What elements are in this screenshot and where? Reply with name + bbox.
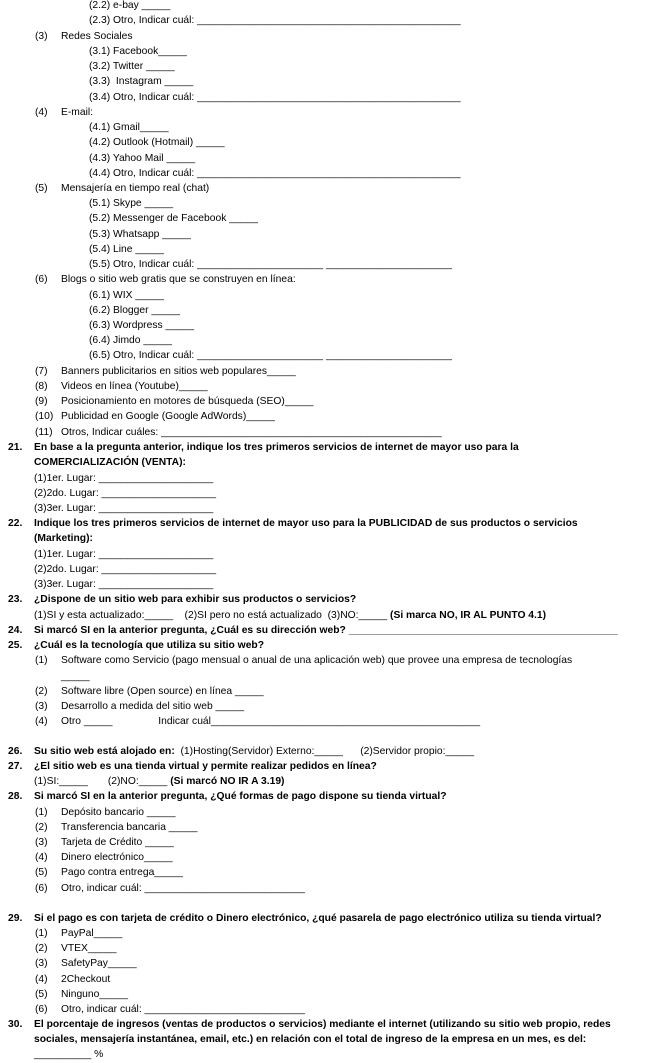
q29-option-number-2: (2) <box>35 943 48 954</box>
q28-option-number-6: (6) <box>35 883 48 894</box>
option-6-4: (6.4) Jimdo _____ <box>89 335 172 346</box>
q29-option-number-1: (1) <box>35 928 48 939</box>
q22-place-1: (1)1er. Lugar: ____________________ <box>34 549 214 560</box>
option-3-3: (3.3) Instagram _____ <box>89 76 194 87</box>
q25-option-number-2: (2) <box>35 686 48 697</box>
q28-option-5: Pago contra entrega_____ <box>61 867 183 878</box>
question-24-text: Si marcó SI en la anterior pregunta, ¿Cuál es su dirección web? _______________________________________________ <box>34 625 618 636</box>
option-number-5: (5) <box>35 183 48 194</box>
q28-option-4: Dinero electrónico_____ <box>61 852 173 863</box>
option-6-5: (6.5) Otro, Indicar cuál: ______________________ ______________________ <box>89 350 452 361</box>
question-29-text: Si el pago es con tarjeta de crédito o Dinero electrónico, ¿qué pasarela de pago electrónico utiliza su tienda virtual? <box>34 913 602 924</box>
option-4-3: (4.3) Yahoo Mail _____ <box>89 153 196 164</box>
option-6-1: (6.1) WIX _____ <box>89 290 164 301</box>
question-number-29: 29. <box>8 913 23 924</box>
question-23-options <box>34 610 546 622</box>
option-number-11: (11) <box>35 427 53 438</box>
q27-options-text: (1)SI:_____ (2)NO:_____ <box>34 776 168 787</box>
question-26-text: Su sitio web está alojado en: <box>34 746 175 757</box>
q29-option-6: Otro, indicar cuál: ____________________________ <box>61 1004 305 1015</box>
q21-place-3: (3)3er. Lugar: ____________________ <box>34 503 214 514</box>
option-4-1: (4.1) Gmail_____ <box>89 122 169 133</box>
q29-option-1: PayPal_____ <box>61 928 123 939</box>
q25-option-3: Desarrollo a medida del sitio web _____ <box>61 701 245 712</box>
question-25-text: ¿Cuál es la tecnología que utiliza su sitio web? <box>34 640 265 651</box>
q28-option-2: Transferencia bancaria _____ <box>61 822 198 833</box>
option-3-4: (3.4) Otro, Indicar cuál: ______________________________________________ <box>89 92 461 103</box>
q28-option-3: Tarjeta de Crédito _____ <box>61 837 174 848</box>
q25-option-2: Software libre (Open source) en línea _____ <box>61 686 264 697</box>
option-5-4: (5.4) Line _____ <box>89 244 164 255</box>
q29-option-3: SafetyPay_____ <box>61 958 137 969</box>
question-number-26: 26. <box>8 746 23 757</box>
option-number-10: (10) <box>35 411 54 422</box>
option-3-2: (3.2) Twitter _____ <box>89 61 175 72</box>
q21-place-1: (1)1er. Lugar: ____________________ <box>34 473 214 484</box>
q29-option-number-5: (5) <box>35 989 48 1000</box>
option-4-2: (4.2) Outlook (Hotmail) _____ <box>89 137 225 148</box>
q28-option-1: Depósito bancario _____ <box>61 807 176 818</box>
option-6-3: (6.3) Wordpress _____ <box>89 320 195 331</box>
option-number-4: (4) <box>35 107 48 118</box>
q29-option-number-3: (3) <box>35 958 48 969</box>
q25-option-1: Software como Servicio (pago mensual o anual de una aplicación web) que provee una empresa de tecnologías <box>61 655 573 666</box>
option-number-6: (6) <box>35 274 48 285</box>
option-number-3: (3) <box>35 31 48 42</box>
question-23-text: ¿Dispone de un sitio web para exhibir sus productos o servicios? <box>34 594 357 605</box>
q29-option-2: VTEX_____ <box>61 943 117 954</box>
q23-options-text: (1)SI y esta actualizado:_____ (2)SI pero no está actualizado (3)NO:_____ <box>34 610 388 621</box>
option-2-2: (2.2) e-bay _____ <box>89 0 171 11</box>
q29-option-4: 2Checkout <box>61 974 111 985</box>
option-number-9: (9) <box>35 396 48 407</box>
q26-options: (1)Hosting(Servidor) Externo:_____ (2)Servidor propio:_____ <box>180 746 475 757</box>
q25-option-number-3: (3) <box>35 701 48 712</box>
question-22-text: Indique los tres primeros servicios de internet de mayor uso para la PUBLICIDAD de sus productos o servicios <box>34 518 578 529</box>
q22-place-2: (2)2do. Lugar: ____________________ <box>34 564 217 575</box>
q25-option-4: Otro _____ Indicar cuál_______________________________________________ <box>61 716 481 727</box>
q22-place-3: (3)3er. Lugar: ____________________ <box>34 579 214 590</box>
q28-option-number-5: (5) <box>35 867 48 878</box>
question-number-27: 27. <box>8 761 23 772</box>
option-6-2: (6.2) Blogger _____ <box>89 305 181 316</box>
question-21-text: En base a la pregunta anterior, indique los tres primeros servicios de internet de mayor uso para la <box>34 442 519 453</box>
q29-option-number-4: (4) <box>35 974 48 985</box>
option-5-2: (5.2) Messenger de Facebook _____ <box>89 213 258 224</box>
option-4-label: E-mail: <box>61 107 94 118</box>
option-11-label: Otros, Indicar cuáles: _________________________________________________ <box>61 427 442 438</box>
option-8-label: Videos en línea (Youtube)_____ <box>61 381 208 392</box>
question-21-text-cont: COMERCIALIZACIÓN (VENTA): <box>34 457 186 468</box>
option-5-3: (5.3) Whatsapp _____ <box>89 229 191 240</box>
question-28-text: Si marcó SI en la anterior pregunta, ¿Qué formas de pago dispone su tienda virtual? <box>34 791 447 802</box>
option-10-label: Publicidad en Google (Google AdWords)_____ <box>61 411 275 422</box>
option-4-4: (4.4) Otro, Indicar cuál: ______________________________________________ <box>89 168 461 179</box>
option-5-5: (5.5) Otro, Indicar cuál: ______________________ ______________________ <box>89 259 452 270</box>
q28-option-number-3: (3) <box>35 837 48 848</box>
question-26-line <box>34 746 474 758</box>
option-2-3: (2.3) Otro, Indicar cuál: ______________________________________________ <box>89 15 461 26</box>
question-number-21: 21. <box>8 442 23 453</box>
option-5-1: (5.1) Skype _____ <box>89 198 174 209</box>
q27-note: (Si marcó NO IR A 3.19) <box>170 776 285 787</box>
q30-answer: __________ % <box>34 1049 104 1060</box>
option-3-label: Redes Sociales <box>61 31 133 42</box>
q28-option-number-1: (1) <box>35 807 48 818</box>
q23-note: (Si marca NO, IR AL PUNTO 4.1) <box>390 610 547 621</box>
q28-option-number-2: (2) <box>35 822 48 833</box>
question-27-text: ¿El sitio web es una tienda virtual y permite realizar pedidos en línea? <box>34 761 377 772</box>
option-number-8: (8) <box>35 381 48 392</box>
option-5-label: Mensajería en tiempo real (chat) <box>61 183 210 194</box>
question-number-28: 28. <box>8 791 23 802</box>
question-number-24: 24. <box>8 625 23 636</box>
question-22-text-cont: (Marketing): <box>34 533 93 544</box>
q29-option-number-6: (6) <box>35 1004 48 1015</box>
q28-option-number-4: (4) <box>35 852 48 863</box>
question-number-23: 23. <box>8 594 23 605</box>
option-number-7: (7) <box>35 366 48 377</box>
option-7-label: Banners publicitarios en sitios web populares_____ <box>61 366 296 377</box>
q25-option-1-blank: _____ <box>61 671 90 682</box>
question-number-22: 22. <box>8 518 23 529</box>
option-3-1: (3.1) Facebook_____ <box>89 46 187 57</box>
option-9-label: Posicionamiento en motores de búsqueda (SEO)_____ <box>61 396 314 407</box>
q25-option-number-4: (4) <box>35 716 48 727</box>
question-number-30: 30. <box>8 1019 23 1030</box>
question-30-text-cont: sociales, mensajería instantánea, email, etc.) en relación con el total de ingreso de la empresa en un mes, es del: <box>34 1034 587 1045</box>
option-6-label: Blogs o sitio web gratis que se construyen en línea: <box>61 274 296 285</box>
q28-option-6: Otro, indicar cuál: ____________________________ <box>61 883 305 894</box>
question-number-25: 25. <box>8 640 23 651</box>
q29-option-5: Ninguno_____ <box>61 989 128 1000</box>
q21-place-2: (2)2do. Lugar: ____________________ <box>34 488 217 499</box>
q25-option-number-1: (1) <box>35 655 48 666</box>
question-30-text: El porcentaje de ingresos (ventas de productos o servicios) mediante el internet (utilizando su sitio web propio, redes <box>34 1019 611 1030</box>
question-27-options <box>34 776 285 788</box>
